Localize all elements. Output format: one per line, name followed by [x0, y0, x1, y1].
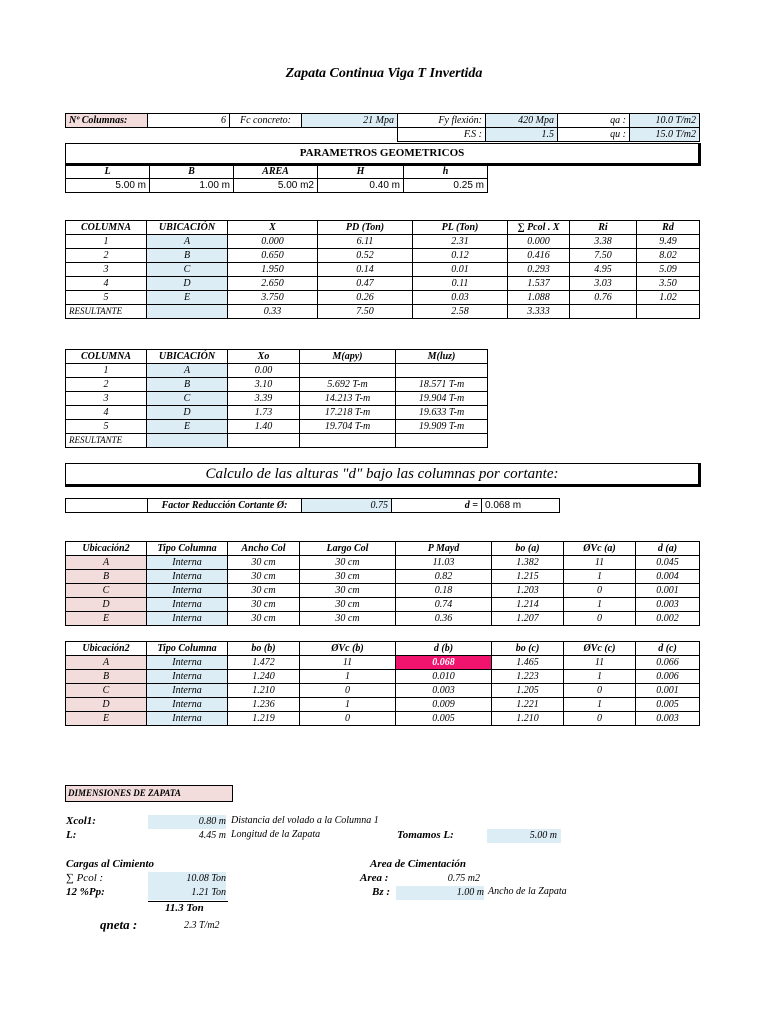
t1-cell: 3.50	[637, 277, 700, 291]
t3-cell: C	[66, 584, 147, 598]
fs-value[interactable]: 1.5	[486, 128, 558, 142]
t4-cell: 1	[564, 670, 636, 684]
t4-cell: 0.009	[396, 698, 492, 712]
xcol1-desc: Distancia del volado a la Columna 1	[231, 815, 379, 826]
t3-cell: 1.207	[492, 612, 564, 626]
t2-cell: 0.00	[228, 364, 300, 378]
t4-cell: Interna	[147, 670, 228, 684]
t2-cell: A	[147, 364, 228, 378]
t3-cell: 0.004	[636, 570, 700, 584]
t2-cell	[300, 364, 396, 378]
l-desc: Longitud de la Zapata	[231, 829, 321, 840]
geo-col-h-upper: H	[318, 165, 404, 179]
t4-col-header: d (b)	[396, 642, 492, 656]
table-row	[66, 598, 700, 612]
t4-cell: C	[66, 684, 147, 698]
t1-cell	[147, 305, 228, 319]
geo-val-h-upper[interactable]: 0.40 m	[318, 179, 404, 193]
t4-cell: 0.003	[636, 712, 700, 726]
t3-cell: 1.382	[492, 556, 564, 570]
t4-cell: 0.005	[636, 698, 700, 712]
t3-cell: 30 cm	[228, 584, 300, 598]
t3-cell: 30 cm	[300, 584, 396, 598]
t3-cell: Interna	[147, 598, 228, 612]
t3-cell: Interna	[147, 556, 228, 570]
table-row	[66, 656, 700, 670]
cargas-label: Cargas al Cimiento	[66, 858, 155, 870]
t3-cell: 30 cm	[300, 612, 396, 626]
geo-val-h-lower[interactable]: 0.25 m	[404, 179, 488, 193]
t4-cell: 1	[300, 698, 396, 712]
table-row	[66, 406, 488, 420]
qu-label: qu :	[558, 128, 630, 142]
t2-cell: 5	[66, 420, 147, 434]
qu-value[interactable]: 15.0 T/m2	[630, 128, 700, 142]
t2-cell: 3.39	[228, 392, 300, 406]
fc-label: Fc concreto:	[230, 114, 302, 128]
table-row	[66, 670, 700, 684]
t2-cell	[396, 364, 488, 378]
t2-cell: B	[147, 378, 228, 392]
t1-cell: 3	[66, 263, 147, 277]
t4-cell: D	[66, 698, 147, 712]
t1-cell: 8.02	[637, 249, 700, 263]
t3-cell: 0.003	[636, 598, 700, 612]
t1-cell: 2.650	[228, 277, 318, 291]
table-row	[66, 364, 488, 378]
t3-cell: 30 cm	[300, 598, 396, 612]
t3-cell: E	[66, 612, 147, 626]
t1-cell: 9.49	[637, 235, 700, 249]
t2-cell: 19.633 T-m	[396, 406, 488, 420]
xcol1-label: Xcol1:	[66, 815, 96, 827]
t1-cell	[570, 305, 637, 319]
t1-cell	[637, 305, 700, 319]
t3-cell: 11.03	[396, 556, 492, 570]
geo-table	[65, 164, 488, 193]
t3-cell: 1.215	[492, 570, 564, 584]
t3-col-header: d (a)	[636, 542, 700, 556]
t3-col-header: Tipo Columna	[147, 542, 228, 556]
fy-value[interactable]: 420 Mpa	[486, 114, 558, 128]
t1-cell: 0.01	[413, 263, 508, 277]
t4-cell: 0	[564, 684, 636, 698]
table-row	[66, 392, 488, 406]
l-label: L:	[66, 829, 77, 841]
cortante-header: Calculo de las alturas "d" bajo las columnas por cortante:	[205, 466, 559, 482]
xcol1-value[interactable]: 0.80 m	[148, 815, 226, 829]
t1-col-header: X	[228, 221, 318, 235]
t4-cell: 0	[300, 684, 396, 698]
geo-val-l[interactable]: 5.00 m	[66, 179, 150, 193]
table-row	[66, 235, 700, 249]
pcol-value[interactable]: 10.08 Ton	[148, 872, 226, 886]
t4-cell: 0.010	[396, 670, 492, 684]
geo-col-b: B	[150, 165, 234, 179]
t1-cell: 3.03	[570, 277, 637, 291]
t3-cell: 0.36	[396, 612, 492, 626]
t1-col-header: UBICACIÓN	[147, 221, 228, 235]
t2-cell: 1	[66, 364, 147, 378]
table-row	[66, 570, 700, 584]
t3-col-header: Ancho Col	[228, 542, 300, 556]
t3-cell: 1	[564, 598, 636, 612]
t2-cell: 1.40	[228, 420, 300, 434]
t1-cell: B	[147, 249, 228, 263]
t3-cell: 0.18	[396, 584, 492, 598]
table-row	[66, 378, 488, 392]
t3-cell: 0.74	[396, 598, 492, 612]
t2-cell: 17.218 T-m	[300, 406, 396, 420]
t2-cell: 4	[66, 406, 147, 420]
t1-col-header: COLUMNA	[66, 221, 147, 235]
geo-val-area[interactable]: 5.00 m2	[234, 179, 318, 193]
t1-cell: 0.11	[413, 277, 508, 291]
empty-cell	[148, 128, 230, 142]
pp-value[interactable]: 1.21 Ton	[148, 886, 226, 900]
t1-cell: 2.58	[413, 305, 508, 319]
t4-col-header: Tipo Columna	[147, 642, 228, 656]
bz-value[interactable]: 1.00 m	[396, 886, 484, 900]
t1-cell: 0.52	[318, 249, 413, 263]
t4-cell: 0.001	[636, 684, 700, 698]
t4-cell: 0.003	[396, 684, 492, 698]
fy-label: Fy flexión:	[398, 114, 486, 128]
t4-cell: 1.236	[228, 698, 300, 712]
geo-header: PARAMETROS GEOMETRICOS	[299, 147, 465, 159]
t4-cell: Interna	[147, 684, 228, 698]
dim-header	[65, 785, 233, 802]
t4-cell: 1.223	[492, 670, 564, 684]
t3-cell: 30 cm	[228, 570, 300, 584]
t1-cell: 0.000	[228, 235, 318, 249]
table-row	[66, 420, 488, 434]
t2-col-header: M(apy)	[300, 350, 396, 364]
t4-col-header: Ubicación2	[66, 642, 147, 656]
t4-cell: 0	[564, 712, 636, 726]
area-value: 0.75 m2	[447, 873, 480, 884]
table-row	[66, 291, 700, 305]
t4-col-header: bo (b)	[228, 642, 300, 656]
geo-col-l: L	[66, 165, 150, 179]
t1-cell: 0.26	[318, 291, 413, 305]
t2-cell: 14.213 T-m	[300, 392, 396, 406]
t1-cell: 3.38	[570, 235, 637, 249]
t2-cell: 19.909 T-m	[396, 420, 488, 434]
t1-cell: 7.50	[570, 249, 637, 263]
table-row	[66, 249, 700, 263]
t4-col-header: ØVc (c)	[564, 642, 636, 656]
t1-cell: 0.33	[228, 305, 318, 319]
t1-cell: 0.76	[570, 291, 637, 305]
total-cargas: 11.3 Ton	[165, 902, 204, 914]
geo-val-b[interactable]: 1.00 m	[150, 179, 234, 193]
t1-cell: D	[147, 277, 228, 291]
table-row	[66, 556, 700, 570]
t4-cell: 1.219	[228, 712, 300, 726]
t3-cell: A	[66, 556, 147, 570]
t2-cell: 19.904 T-m	[396, 392, 488, 406]
t4-cell: 1.210	[228, 684, 300, 698]
bz-desc: Ancho de la Zapata	[488, 886, 567, 897]
t3-col-header: ØVc (a)	[564, 542, 636, 556]
t3-cell: B	[66, 570, 147, 584]
t1-col-header: PL (Ton)	[413, 221, 508, 235]
t4-col-header: bo (c)	[492, 642, 564, 656]
t2-cell: C	[147, 392, 228, 406]
t1-cell: 0.03	[413, 291, 508, 305]
t1-cell: 3.333	[508, 305, 570, 319]
t4-cell: 1.210	[492, 712, 564, 726]
t3-col-header: bo (a)	[492, 542, 564, 556]
n-columnas-label: Nº Columnas:	[66, 114, 148, 128]
t1-col-header: PD (Ton)	[318, 221, 413, 235]
shear-a-table	[65, 541, 700, 626]
t1-cell: A	[147, 235, 228, 249]
t1-cell: 0.650	[228, 249, 318, 263]
t3-cell: Interna	[147, 570, 228, 584]
t2-cell: 3.10	[228, 378, 300, 392]
tomamos-value[interactable]: 5.00 m	[487, 829, 561, 843]
t1-col-header: Ri	[570, 221, 637, 235]
t4-cell: 11	[564, 656, 636, 670]
t2-cell: 19.704 T-m	[300, 420, 396, 434]
t3-col-header: P Mayd	[396, 542, 492, 556]
t2-cell	[396, 434, 488, 448]
t3-cell: 0.001	[636, 584, 700, 598]
t4-cell: E	[66, 712, 147, 726]
pp-label: 12 %Pp:	[66, 886, 105, 898]
t2-col-header: M(luz)	[396, 350, 488, 364]
t1-cell: 1.950	[228, 263, 318, 277]
t2-cell	[300, 434, 396, 448]
shear-bc-table	[65, 641, 700, 726]
t1-cell: 3.750	[228, 291, 318, 305]
table-row	[66, 612, 700, 626]
t1-col-header: Rd	[637, 221, 700, 235]
t4-cell: Interna	[147, 712, 228, 726]
table-row	[66, 712, 700, 726]
t2-cell: 3	[66, 392, 147, 406]
t3-cell: 1	[564, 570, 636, 584]
t2-col-header: UBICACIÓN	[147, 350, 228, 364]
t2-cell: 5.692 T-m	[300, 378, 396, 392]
qa-label: qa :	[558, 114, 630, 128]
n-columnas-value[interactable]: 6	[148, 114, 230, 128]
t1-cell: 6.11	[318, 235, 413, 249]
t4-cell: 1.221	[492, 698, 564, 712]
t4-col-header: ØVc (b)	[300, 642, 396, 656]
t1-col-header: ∑ Pcol . X	[508, 221, 570, 235]
t3-cell: 0.82	[396, 570, 492, 584]
t1-cell: 2.31	[413, 235, 508, 249]
t1-cell: C	[147, 263, 228, 277]
t4-cell: 1.240	[228, 670, 300, 684]
t2-cell: 18.571 T-m	[396, 378, 488, 392]
fs-label: F.S :	[398, 128, 486, 142]
t4-cell: 1.465	[492, 656, 564, 670]
t1-cell: 0.12	[413, 249, 508, 263]
table-row	[66, 584, 700, 598]
t3-cell: 1.214	[492, 598, 564, 612]
page-title: Zapata Continua Viga T Invertida	[285, 66, 483, 81]
t3-cell: 1.203	[492, 584, 564, 598]
t2-cell: RESULTANTE	[66, 434, 147, 448]
table-row	[66, 263, 700, 277]
t2-col-header: Xo	[228, 350, 300, 364]
fc-value[interactable]: 21 Mpa	[302, 114, 398, 128]
t1-cell: 1.02	[637, 291, 700, 305]
dim-header-text: DIMENSIONES DE ZAPATA	[68, 788, 181, 798]
t4-cell: 0	[300, 712, 396, 726]
t4-cell: 1.205	[492, 684, 564, 698]
geo-col-h-lower: h	[404, 165, 488, 179]
t1-cell: 0.293	[508, 263, 570, 277]
t3-cell: 30 cm	[228, 612, 300, 626]
l-value: 4.45 m	[198, 830, 226, 841]
t1-cell: 7.50	[318, 305, 413, 319]
t3-cell: Interna	[147, 584, 228, 598]
t1-cell: 0.000	[508, 235, 570, 249]
t4-cell: A	[66, 656, 147, 670]
qneta-label: qneta :	[100, 917, 138, 932]
table-row	[66, 698, 700, 712]
pcol-label: ∑ Pcol :	[66, 872, 104, 884]
t4-cell: 0.066	[636, 656, 700, 670]
t4-cell: 0.005	[396, 712, 492, 726]
d-value: 0.068 m	[482, 499, 560, 513]
t1-cell: E	[147, 291, 228, 305]
t3-col-header: Largo Col	[300, 542, 396, 556]
t2-cell: 1.73	[228, 406, 300, 420]
t4-cell: 0.006	[636, 670, 700, 684]
t4-cell: 0.068	[396, 656, 492, 670]
bz-label: Bz :	[372, 886, 391, 898]
factor-table	[65, 498, 560, 513]
t4-col-header: d (c)	[636, 642, 700, 656]
t1-cell: 1.537	[508, 277, 570, 291]
factor-label: Factor Reducción Cortante Ø:	[148, 499, 302, 513]
t1-cell: 0.14	[318, 263, 413, 277]
t4-cell: Interna	[147, 698, 228, 712]
t4-cell: B	[66, 670, 147, 684]
columns-loads-table	[65, 220, 700, 319]
t1-cell: 4.95	[570, 263, 637, 277]
qa-value[interactable]: 10.0 T/m2	[630, 114, 700, 128]
table-row	[66, 277, 700, 291]
t3-cell: 11	[564, 556, 636, 570]
d-label: d =	[392, 499, 482, 513]
t4-cell: Interna	[147, 656, 228, 670]
area-label: Area :	[360, 872, 389, 884]
tomamos-label: Tomamos L:	[397, 829, 454, 841]
moments-table	[65, 349, 488, 448]
t2-cell	[147, 434, 228, 448]
t2-col-header: COLUMNA	[66, 350, 147, 364]
t3-cell: 0	[564, 612, 636, 626]
t1-cell: 2	[66, 249, 147, 263]
t4-cell: 11	[300, 656, 396, 670]
table-row	[66, 434, 488, 448]
t1-cell: 5.09	[637, 263, 700, 277]
t1-cell: 4	[66, 277, 147, 291]
t3-cell: 0.002	[636, 612, 700, 626]
t1-cell: 1.088	[508, 291, 570, 305]
t3-col-header: Ubicación2	[66, 542, 147, 556]
t4-cell: 1	[564, 698, 636, 712]
empty-cell	[66, 128, 148, 142]
t3-cell: 0	[564, 584, 636, 598]
t2-cell: D	[147, 406, 228, 420]
table-row	[66, 684, 700, 698]
t4-cell: 1	[300, 670, 396, 684]
t3-cell: 0.045	[636, 556, 700, 570]
top-parameters-table	[65, 113, 700, 142]
empty-cell	[66, 499, 148, 513]
t1-cell: 0.47	[318, 277, 413, 291]
geo-header-bar	[65, 143, 701, 166]
t1-cell: RESULTANTE	[66, 305, 147, 319]
t3-cell: 30 cm	[228, 598, 300, 612]
t3-cell: Interna	[147, 612, 228, 626]
t2-cell: 2	[66, 378, 147, 392]
empty-cell	[302, 128, 398, 142]
factor-value[interactable]: 0.75	[302, 499, 392, 513]
t1-cell: 0.416	[508, 249, 570, 263]
t1-cell: 5	[66, 291, 147, 305]
t3-cell: D	[66, 598, 147, 612]
t2-cell	[228, 434, 300, 448]
t4-cell: 1.472	[228, 656, 300, 670]
table-row	[66, 305, 700, 319]
t1-cell: 1	[66, 235, 147, 249]
t3-cell: 30 cm	[228, 556, 300, 570]
geo-col-area: AREA	[234, 165, 318, 179]
qneta-value: 2.3 T/m2	[184, 920, 220, 931]
area-cim-label: Area de Cimentación	[370, 858, 466, 870]
t3-cell: 30 cm	[300, 570, 396, 584]
t3-cell: 30 cm	[300, 556, 396, 570]
t2-cell: E	[147, 420, 228, 434]
empty-cell	[230, 128, 302, 142]
cortante-header-bar	[65, 463, 701, 487]
